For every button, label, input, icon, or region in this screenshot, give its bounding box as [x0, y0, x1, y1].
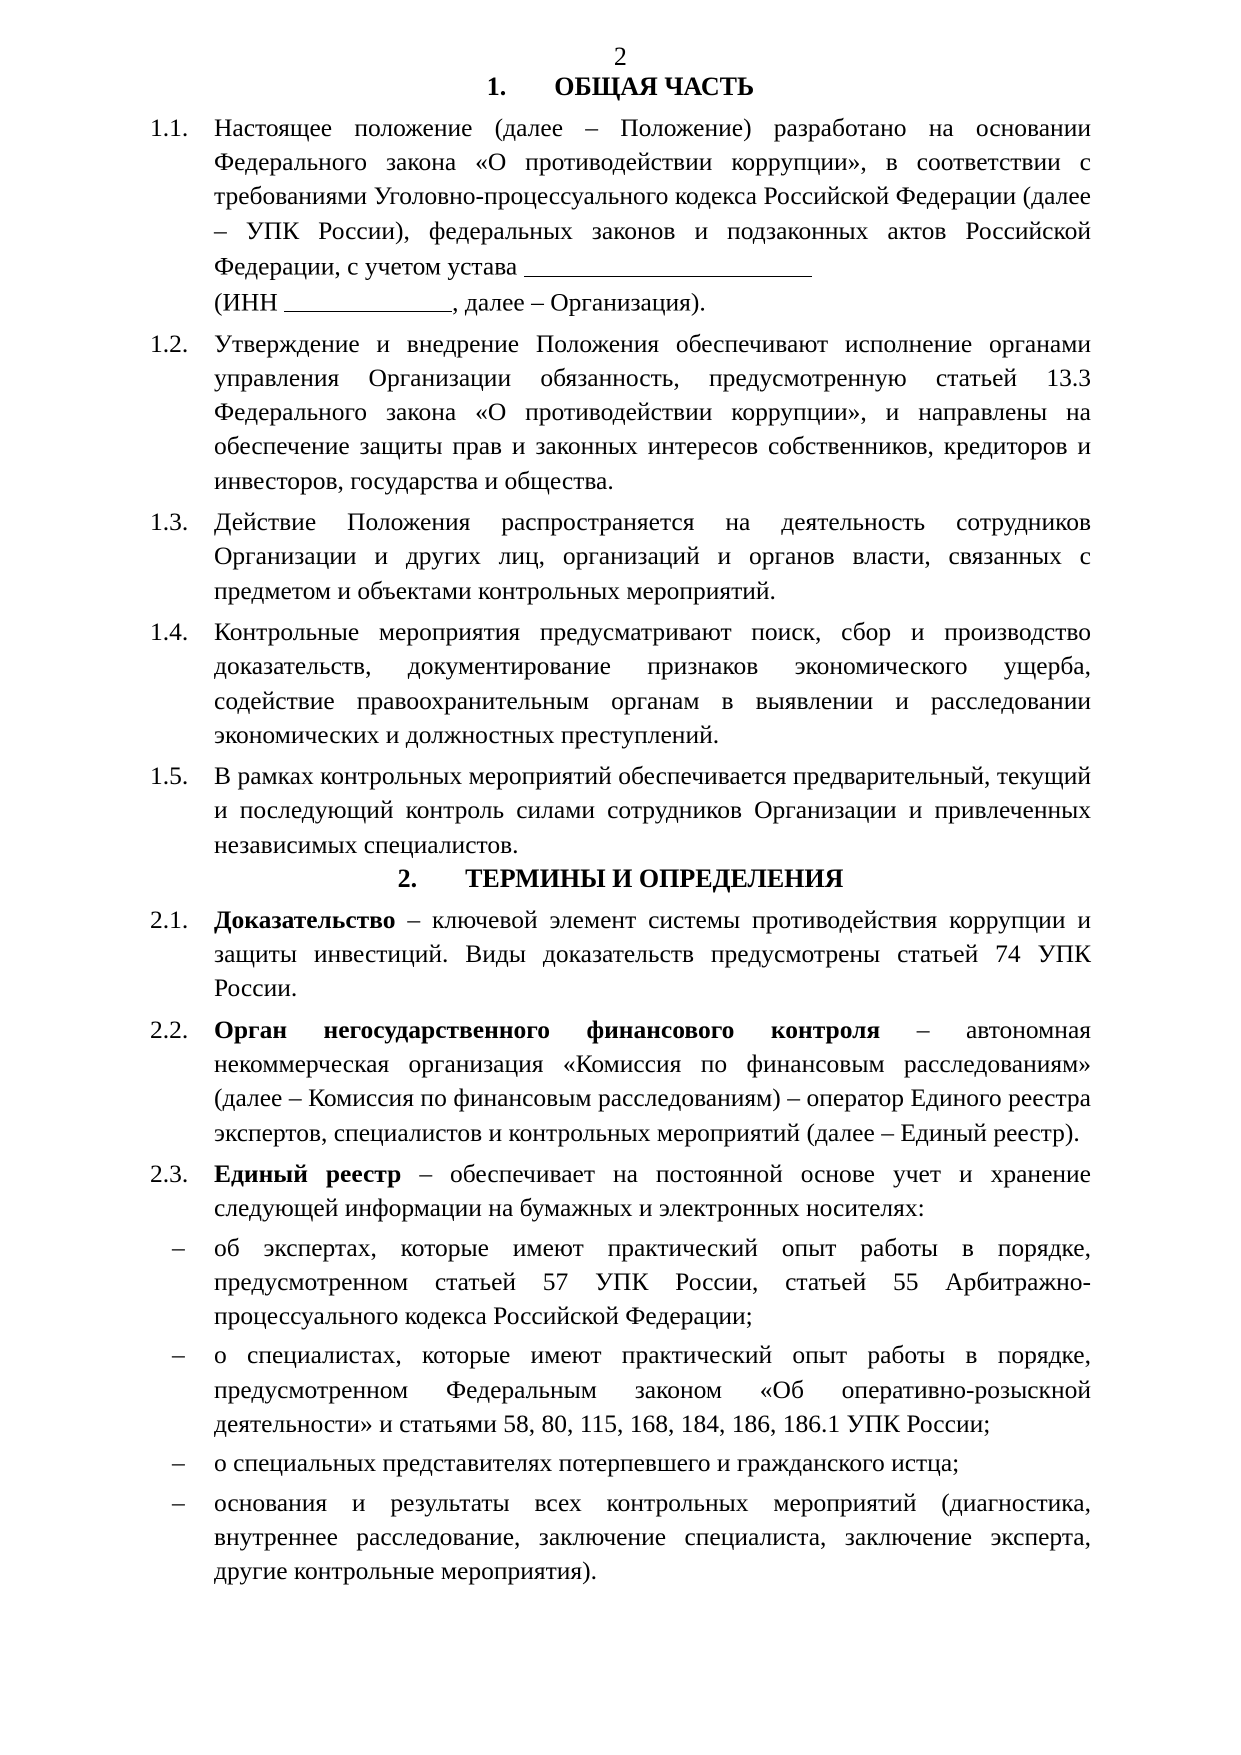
clause-1-5-body: В рамках контрольных мероприятий обеспечивается предварительный, текущий и последующий контроль силами сотрудников Организации и привлеченных независимых специалистов. — [214, 761, 1091, 859]
clause-2-2-body — [214, 1013, 1091, 1150]
clause-1-4 — [150, 615, 1091, 752]
clause-1-4-body: Контрольные мероприятия предусматривают поиск, сбор и производство доказательств, документирование признаков экономического ущерба, содействие правоохранительным органам в выявлении и расследовании экономических и должностных преступлений. — [214, 616, 1091, 749]
section-2-title: ТЕРМИНЫ И ОПРЕДЕЛЕНИЯ — [465, 864, 844, 894]
bullet-dash-icon: – — [172, 1448, 185, 1478]
list-item-text: основания и результаты всех контрольных мероприятий (диагностика, внутреннее расследование, заключение специалиста, заключение эксперта, другие контрольные мероприятия). — [214, 1487, 1091, 1586]
clause-2-2-term: Орган негосударственного финансового контроля — [214, 1014, 881, 1044]
clause-1-5-number: 1.5. — [150, 761, 189, 791]
clause-1-2-number: 1.2. — [150, 328, 189, 358]
list-item-text: об экспертах, которые имеют практический опыт работы в порядке, предусмотренном статьей 57 УПК России, статьей 55 Арбитражно-процессуального кодекса Российской Федерации; — [214, 1232, 1091, 1331]
clause-2-3 — [150, 1157, 1091, 1226]
clause-2-2 — [150, 1013, 1091, 1150]
clause-2-1-definition: – ключевой элемент системы противодействия коррупции и защиты инвестиций. Виды доказательств предусмотрены статьей 74 УПК России. — [214, 904, 1091, 1003]
bullet-dash-icon: – — [172, 1232, 185, 1262]
bullet-dash-icon: – — [172, 1487, 185, 1517]
clause-1-1-text-part-1: Настоящее положение (далее – Положение) разработано на основании Федерального закона «О противодействии коррупции», в соответствии с требованиями Уголовно-процессуального кодекса Российской Федерации (далее – УПК России), федеральных законов и подзаконных актов Российской Федерации, с учетом устава — [214, 112, 1091, 281]
list-item-text: о специальных представителях потерпевшего и гражданского истца; — [214, 1448, 960, 1478]
organization-charter-blank-field[interactable] — [524, 250, 812, 277]
clause-1-4-number: 1.4. — [150, 616, 189, 646]
document-content — [0, 70, 1241, 1588]
list-item-text: о специалистах, которые имеют практический опыт работы в порядке, предусмотренном Федеральным законом «Об оперативно-розыскной деятельности» и статьями 58, 80, 115, 168, 184, 186, 186.1 УПК России; — [214, 1340, 1091, 1438]
inn-blank-field[interactable] — [284, 286, 452, 313]
clause-1-3 — [150, 505, 1091, 608]
clause-2-1-body — [214, 903, 1091, 1006]
section-heading-2 — [150, 862, 1091, 896]
clause-1-1-text-part-2: (ИНН — [214, 287, 278, 317]
list-item — [150, 1338, 1091, 1441]
clause-1-5 — [150, 759, 1091, 862]
list-item — [150, 1231, 1091, 1334]
clause-2-3-definition: – обеспечивает на постоянной основе учет и хранение следующей информации на бумажных и электронных носителях: — [214, 1158, 1091, 1223]
clause-1-1-body — [214, 111, 1091, 320]
clause-2-3-term: Единый реестр — [214, 1158, 402, 1188]
clause-2-1-term: Доказательство — [214, 904, 396, 934]
clause-1-2-body: Утверждение и внедрение Положения обеспечивают исполнение органами управления Организации обязанность, предусмотренную статьей 13.3 Федерального закона «О противодействии коррупции», и направлены на обеспечение защиты прав и законных интересов собственников, кредиторов и инвесторов, государства и общества. — [214, 328, 1091, 495]
clause-1-1-number: 1.1. — [150, 112, 189, 142]
list-item — [150, 1446, 1091, 1480]
clause-1-1-text-part-3: , далее – Организация). — [452, 287, 706, 317]
section-1-title: ОБЩАЯ ЧАСТЬ — [554, 72, 755, 101]
clause-2-1-number: 2.1. — [150, 904, 189, 934]
clause-2-2-number: 2.2. — [150, 1014, 189, 1044]
clause-1-3-body: Действие Положения распространяется на деятельность сотрудников Организации и других лиц, организаций и органов власти, связанных с предметом и объектами контрольных мероприятий. — [214, 507, 1091, 605]
section-heading-1 — [150, 70, 1091, 104]
list-item — [150, 1486, 1091, 1589]
clause-1-2 — [150, 327, 1091, 498]
clause-2-3-body — [214, 1157, 1091, 1226]
page-number: 2 — [613, 42, 628, 71]
clause-1-1 — [150, 111, 1091, 320]
clause-2-2-definition: – автономная некоммерческая организация «Комиссия по финансовым расследованиям» (далее – Комиссия по финансовым расследованиям) – оператор Единого реестра экспертов, специалистов и контрольных мероприятий (далее – Единый реестр). — [214, 1014, 1091, 1147]
section-2-number: 2. — [397, 864, 418, 894]
clause-2-1 — [150, 903, 1091, 1006]
clause-2-3-number: 2.3. — [150, 1158, 189, 1188]
section-1-number: 1. — [486, 72, 507, 101]
bullet-dash-icon: – — [172, 1340, 185, 1370]
clause-1-3-number: 1.3. — [150, 507, 189, 537]
